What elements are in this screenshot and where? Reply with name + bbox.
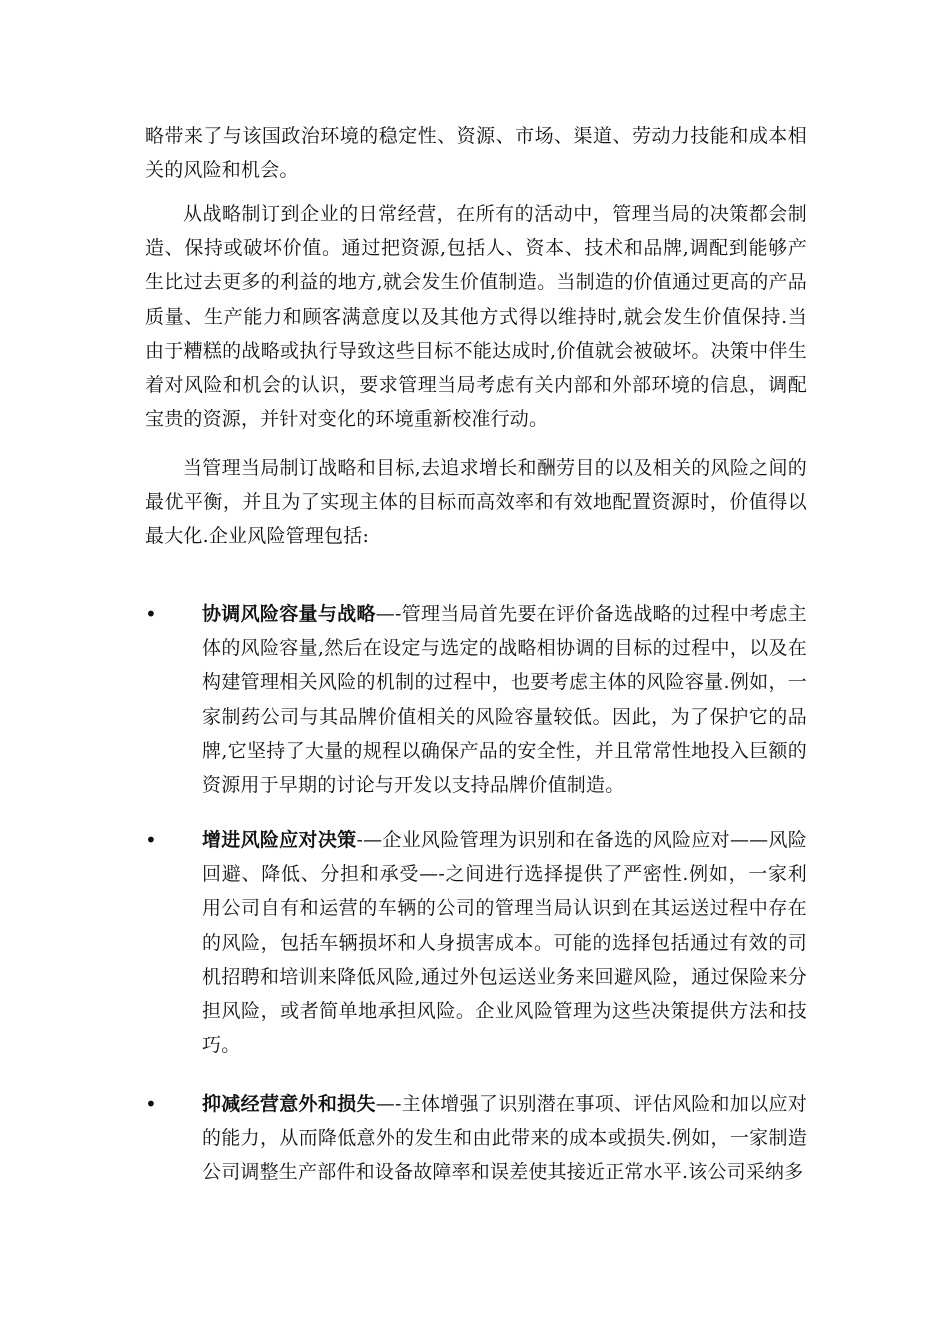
bullet-text xyxy=(202,597,807,802)
bullet-item-operational-surprises xyxy=(145,1087,807,1190)
bullet-title: 抑减经营意外和损失 xyxy=(202,1093,376,1115)
bullet-item-risk-appetite xyxy=(145,597,807,802)
paragraph-value-maximization: 当管理当局制订战略和目标,去追求增长和酬劳目的以及相关的风险之间的最优平衡，并且为了实现主体的目标而高效率和有效地配置资源时，价值得以最大化.企业风险管理包括: xyxy=(145,457,807,548)
bullet-body: —-主体增强了识别潜在事项、评估风险和加以应对的能力，从而降低意外的发生和由此带来的成本或损失.例如，一家制造公司调整生产部件和设备故障率和误差使其接近正常水平.该公司采纳多 xyxy=(202,1093,807,1184)
bullet-body: -—企业风险管理为识别和在备选的风险应对——风险回避、降低、分担和承受—-之间进行选择提供了严密性.例如，一家利用公司自有和运营的车辆的公司的管理当局认识到在其运送过程中存在的风险，包括车辆损坏和人身损害成本。可能的选择包括通过有效的司机招聘和培训来降低风险,通过外包运送业务来回避风险，通过保险来分担风险，或者简单地承担风险。企业风险管理为这些决策提供方法和技巧。 xyxy=(202,829,807,1057)
bullet-item-risk-response xyxy=(145,823,807,1062)
bullet-text xyxy=(202,823,807,1062)
bullet-title: 增进风险应对决策 xyxy=(202,829,357,851)
bullet-title: 协调风险容量与战略 xyxy=(202,603,376,625)
bullet-icon: • xyxy=(145,828,157,852)
bullet-body: —-管理当局首先要在评价备选战略的过程中考虑主体的风险容量,然后在设定与选定的战略相协调的目标的过程中，以及在构建管理相关风险的机制的过程中，也要考虑主体的风险容量.例如，一家制药公司与其品牌价值相关的风险容量较低。因此，为了保护它的品牌,它坚持了大量的规程以确保产品的安全性，并且常常性地投入巨额的资源用于早期的讨论与开发以支持品牌价值制造。 xyxy=(202,603,807,797)
paragraph-continuation: 略带来了与该国政治环境的稳定性、资源、市场、渠道、劳动力技能和成本相关的风险和机会。 xyxy=(145,125,807,182)
paragraph-value-creation: 从战略制订到企业的日常经营，在所有的活动中，管理当局的决策都会制造、保持或破坏价值。通过把资源,包括人、资本、技术和品牌,调配到能够产生比过去更多的利益的地方,就会发生价值制造。当制造的价值通过更高的产品质量、生产能力和顾客满意度以及其他方式得以维持时,就会发生价值保持.当由于糟糕的战略或执行导致这些目标不能达成时,价值就会被破坏。决策中伴生着对风险和机会的认识，要求管理当局考虑有关内部和外部环境的信息，调配宝贵的资源，并针对变化的环境重新校准行动。 xyxy=(145,203,807,431)
bullet-icon: • xyxy=(145,602,157,626)
bullet-text xyxy=(202,1087,807,1190)
bullet-icon: • xyxy=(145,1092,157,1116)
